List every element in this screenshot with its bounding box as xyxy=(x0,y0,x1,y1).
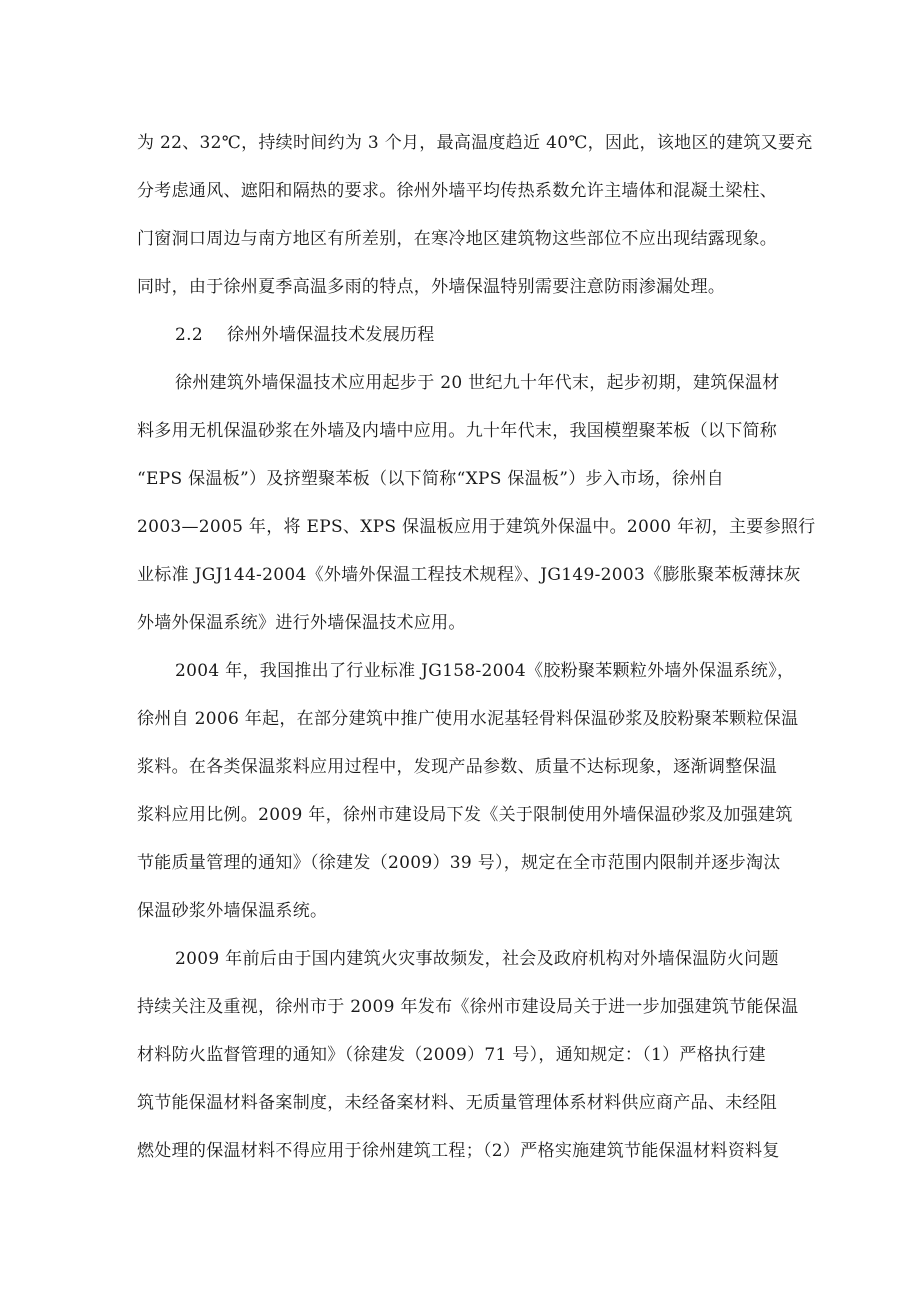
text-line: 2009 年前后由于国内建筑火灾事故频发，社会及政府机构对外墙保温防火问题 xyxy=(175,949,779,969)
text-line: 筑节能保温材料备案制度，未经备案材料、无质量管理体系材料供应商产品、未经阻 xyxy=(137,1093,778,1113)
text-line: 为 22、32℃，持续时间约为 3 个月，最高温度趋近 40℃，因此，该地区的建筑又要充 xyxy=(137,133,813,153)
section-heading xyxy=(175,323,435,347)
text-line: 外墙外保温系统》进行外墙保温技术应用。 xyxy=(137,613,466,633)
text-line: 燃处理的保温材料不得应用于徐州建筑工程；（2）严格实施建筑节能保温材料资料复 xyxy=(137,1141,780,1161)
section-title: 徐州外墙保温技术发展历程 xyxy=(227,325,435,345)
text-line: 2004 年，我国推出了行业标准 JG158-2004《胶粉聚苯颗粒外墙外保温系统》， xyxy=(175,661,795,681)
text-line: 徐州建筑外墙保温技术应用起步于 20 世纪九十年代末，起步初期，建筑保温材 xyxy=(175,373,780,393)
text-line: “EPS 保温板”）及挤塑聚苯板（以下简称“XPS 保温板”）步入市场，徐州自 xyxy=(137,469,724,489)
text-line: 同时，由于徐州夏季高温多雨的特点，外墙保温特别需要注意防雨渗漏处理。 xyxy=(137,277,726,297)
text-line: 节能质量管理的通知》（徐建发（2009）39 号），规定在全市范围内限制并逐步淘汰 xyxy=(137,853,781,873)
text-line: 门窗洞口周边与南方地区有所差别，在寒冷地区建筑物这些部位不应出现结露现象。 xyxy=(137,229,778,249)
text-line: 浆料。在各类保温浆料应用过程中，发现产品参数、质量不达标现象，逐渐调整保温 xyxy=(137,757,778,777)
text-line: 料多用无机保温砂浆在外墙及内墙中应用。九十年代末，我国模塑聚苯板（以下简称 xyxy=(137,421,778,441)
text-line: 浆料应用比例。2009 年，徐州市建设局下发《关于限制使用外墙保温砂浆及加强建筑 xyxy=(137,805,793,825)
text-line: 2003—2005 年，将 EPS、XPS 保温板应用于建筑外保温中。2000 年初，主要参照行 xyxy=(137,517,816,537)
section-number: 2.2 xyxy=(175,325,203,345)
text-line: 业标准 JGJ144-2004《外墙外保温工程技术规程》、JG149-2003《膨胀聚苯板薄抹灰 xyxy=(137,565,801,585)
text-line: 徐州自 2006 年起，在部分建筑中推广使用水泥基轻骨料保温砂浆及胶粉聚苯颗粒保温 xyxy=(137,709,799,729)
text-line: 分考虑通风、遮阳和隔热的要求。徐州外墙平均传热系数允许主墙体和混凝土梁柱、 xyxy=(137,181,778,201)
text-line: 材料防火监督管理的通知》（徐建发（2009）71 号），通知规定：（1）严格执行建 xyxy=(137,1045,766,1065)
text-line: 保温砂浆外墙保温系统。 xyxy=(137,901,328,921)
text-line: 持续关注及重视，徐州市于 2009 年发布《徐州市建设局关于进一步加强建筑节能保温 xyxy=(137,997,799,1017)
